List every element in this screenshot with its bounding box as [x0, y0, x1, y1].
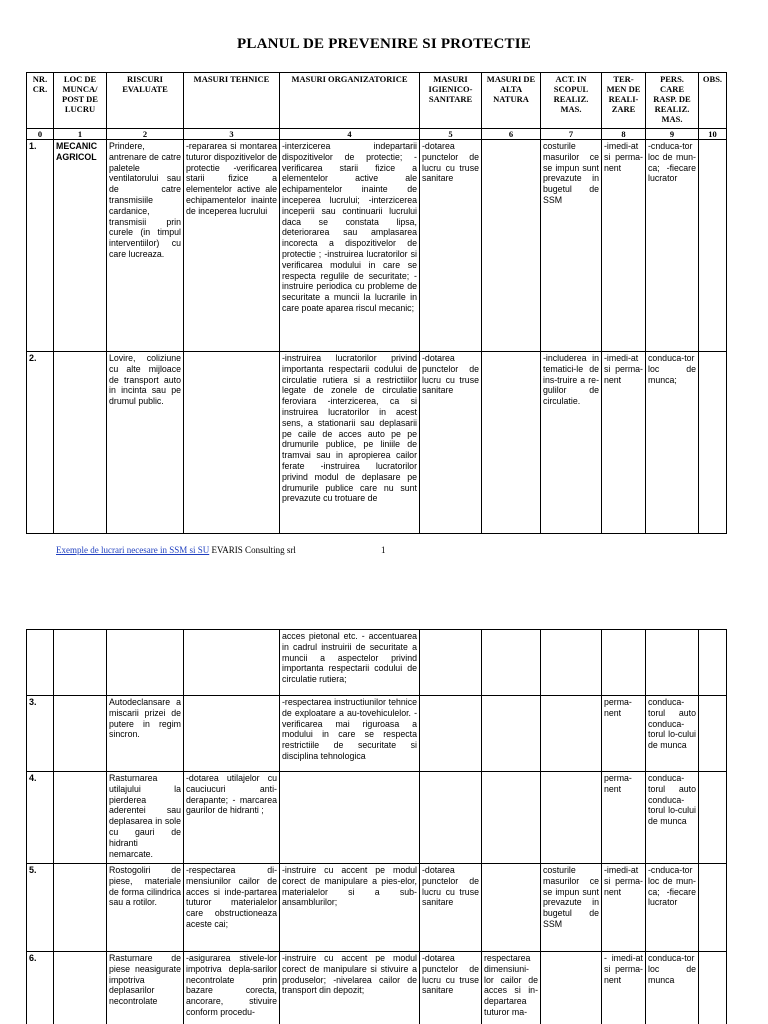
- row-pers: conduca-torul auto conduca-torul lo-cului de munca: [646, 696, 699, 772]
- header-nr: NR. CR.: [27, 73, 54, 129]
- column-number: 3: [184, 129, 280, 140]
- row-act: [541, 952, 602, 1024]
- header-alta: MASURI DE ALTA NATURA: [482, 73, 541, 129]
- row-igienico: [420, 772, 482, 864]
- row-alta: [482, 140, 541, 352]
- document-title: PLANUL DE PREVENIRE SI PROTECTIE: [237, 36, 531, 52]
- row-riscuri: Lovire, coliziune cu alte mijloace de transport auto in incinta sau pe drumul public.: [107, 352, 184, 534]
- row-alta: [482, 696, 541, 772]
- header-termen: TER-MEN DE REALI-ZARE: [602, 73, 646, 129]
- row-tehnice: -asigurarea stivele-lor impotriva depla-sarilor necontrolate prin bazare corecta, ancorare, stivuire conform procedu-: [184, 952, 280, 1024]
- row-pers: conduca-tor loc de munca;: [646, 352, 699, 534]
- row-tehnice: -dotarea utilajelor cu cauciucuri anti-derapante; - marcarea gaurilor de hidranti ;: [184, 772, 280, 864]
- column-number: 5: [420, 129, 482, 140]
- column-number: 9: [646, 129, 699, 140]
- header-obs: OBS.: [699, 73, 727, 129]
- row-act: [541, 630, 602, 696]
- row-riscuri: Rasturnarea utilajului la pierderea aderentei sau deplasarea in sole cu gauri de hidranti nemarcate.: [107, 772, 184, 864]
- row-loc: [54, 772, 107, 864]
- page-number: 1: [381, 545, 386, 555]
- footer-link[interactable]: Exemple de lucrari necesare in SSM si SU: [56, 545, 210, 555]
- row-alta: [482, 630, 541, 696]
- column-number: 8: [602, 129, 646, 140]
- row-loc: [54, 630, 107, 696]
- row-act: [541, 696, 602, 772]
- row-organizatorice: acces pietonal etc. - accentuarea in cadrul instruirii de securitate a muncii a aspectelor privind importanta respectarii codului de circulatie rutiera;: [280, 630, 420, 696]
- row-organizatorice: -instruire cu accent pe modul corect de manipulare si stivuire a produselor; -nivelarea cailor de transport din depozit;: [280, 952, 420, 1024]
- row-organizatorice: -respectarea instructiunilor tehnice de exploatare a au-tovehiculelor. -verificarea mai riguroasa a modului in care se respecta restrictiile de securitate si disciplina tehnologica: [280, 696, 420, 772]
- row-obs: [699, 696, 727, 772]
- row-act: -includerea in tematici-le de ins-truire a re-gulilor de circulatie.: [541, 352, 602, 534]
- row-termen: [602, 630, 646, 696]
- row-loc: [54, 952, 107, 1024]
- row-pers: conduca-torul auto conduca-torul lo-cului de munca: [646, 772, 699, 864]
- row-nr: 6.: [27, 952, 54, 1024]
- row-organizatorice: -interzicerea indepartarii dispozitivelor de protectie; -verificarea starii fizice a elementelor active ale echipamentelor inainte de inceperea lucrului; -interzicerea inceperii sau continuarii lucrului daca se constata lipsa, deteriorarea sau amplasarea incorecta a dispozitivelor de protectie ; -instruirea lucratorilor si verificarea modului in care se respecta regulile de securitate; -instruire periodica cu probleme de securitate a muncii la lucrarile in care poate aparea riscul mecanic;: [280, 140, 420, 352]
- row-alta: [482, 352, 541, 534]
- row-alta: [482, 772, 541, 864]
- header-act: ACT. IN SCOPUL REALIZ. MAS.: [541, 73, 602, 129]
- header-loc: LOC DE MUNCA/ POST DE LUCRU: [54, 73, 107, 129]
- row-obs: [699, 952, 727, 1024]
- header-igienico: MASURI IGIENICO-SANITARE: [420, 73, 482, 129]
- table-row: [27, 772, 727, 864]
- row-tehnice: [184, 696, 280, 772]
- page-footer: [56, 545, 296, 555]
- column-number: 2: [107, 129, 184, 140]
- row-riscuri: [107, 630, 184, 696]
- row-pers: -cnduca-tor loc de mun-ca; -fiecare lucrator: [646, 864, 699, 952]
- row-pers: [646, 630, 699, 696]
- row-riscuri: Prindere, antrenare de catre paletele ventilatorului sau de catre transmisiile cardanice, transmisii prin curele (in timpul interventiilor) cu care lucreaza.: [107, 140, 184, 352]
- row-act: [541, 772, 602, 864]
- row-riscuri: Rostogoliri de piese, materiale de forma cilindrica sau a rotilor.: [107, 864, 184, 952]
- row-riscuri: Rasturnare de piese neasigurate impotriva deplasarilor necontrolate: [107, 952, 184, 1024]
- column-number: 4: [280, 129, 420, 140]
- row-nr: [27, 630, 54, 696]
- row-tehnice: [184, 352, 280, 534]
- table-row: [27, 952, 727, 1024]
- row-termen: perma-nent: [602, 772, 646, 864]
- row-obs: [699, 630, 727, 696]
- row-obs: [699, 140, 727, 352]
- header-row: [27, 73, 727, 129]
- row-igienico: -dotarea punctelor de lucru cu truse sanitare: [420, 140, 482, 352]
- table-row: [27, 864, 727, 952]
- table-row: [27, 696, 727, 772]
- row-termen: perma-nent: [602, 696, 646, 772]
- row-nr: 4.: [27, 772, 54, 864]
- header-riscuri: RISCURI EVALUATE: [107, 73, 184, 129]
- column-number-row: [27, 129, 727, 140]
- row-loc: MECANIC AGRICOL: [54, 140, 107, 352]
- row-organizatorice: -instruire cu accent pe modul corect de manipulare a pies-elor, materialelor si a sub-ansamblurilor;: [280, 864, 420, 952]
- row-loc: [54, 696, 107, 772]
- column-number: 6: [482, 129, 541, 140]
- prevention-plan-table-page2: [26, 629, 727, 1024]
- row-igienico: -dotarea punctelor de lucru cu truse sanitare: [420, 352, 482, 534]
- table-row: [27, 140, 727, 352]
- row-organizatorice: -instruirea lucratorilor privind importanta respectarii codului de circulatie rutiera si a restrictiilor legate de zonele de circulatie feroviara -interzicerea, ca si instruirea lucratorilor in acest sens, a stationarii sau deplasarii pe caile de acces auto pe pe drumurile publice, pe liniile de tramvai sau in apropierea cailor ferate -instruirea lucratorilor privind modul de deplasare pe drumurile publice care nu sunt prevazute cu trotuare de: [280, 352, 420, 534]
- row-tehnice: -respectarea di-mensiunilor cailor de acces si inde-partarea tuturor materialelor care obstructioneaza aceste cai;: [184, 864, 280, 952]
- column-number: 7: [541, 129, 602, 140]
- row-tehnice: [184, 630, 280, 696]
- row-tehnice: -repararea si montarea tuturor dispozitivelor de protectie -verificarea starii fizice a elementelor active ale echipamentelor inainte de inceperea lucrului: [184, 140, 280, 352]
- row-igienico: -dotarea punctelor de lucru cu truse sanitare: [420, 952, 482, 1024]
- column-number: 10: [699, 129, 727, 140]
- row-act: costurile masurilor ce se impun sunt prevazute in bugetul de SSM: [541, 140, 602, 352]
- table-row: [27, 630, 727, 696]
- row-alta: respectarea dimensiuni-lor cailor de acces si in-departarea tuturor ma-: [482, 952, 541, 1024]
- row-nr: 1.: [27, 140, 54, 352]
- row-loc: [54, 864, 107, 952]
- row-pers: conduca-tor loc de munca: [646, 952, 699, 1024]
- row-termen: -imedi-at si perma-nent: [602, 140, 646, 352]
- row-nr: 5.: [27, 864, 54, 952]
- row-obs: [699, 352, 727, 534]
- header-pers: PERS. CARE RASP. DE REALIZ. MAS.: [646, 73, 699, 129]
- header-organizatorice: MASURI ORGANIZATORICE: [280, 73, 420, 129]
- prevention-plan-table-page1: [26, 72, 727, 534]
- row-act: costurile masurilor ce se impun sunt prevazute in bugetul de SSM: [541, 864, 602, 952]
- row-organizatorice: [280, 772, 420, 864]
- table-row: [27, 352, 727, 534]
- row-nr: 3.: [27, 696, 54, 772]
- row-obs: [699, 864, 727, 952]
- footer-company: EVARIS Consulting srl: [209, 545, 296, 555]
- row-igienico: -dotarea punctelor de lucru cu truse sanitare: [420, 864, 482, 952]
- row-termen: - imedi-at si perma-nent: [602, 952, 646, 1024]
- column-number: 1: [54, 129, 107, 140]
- row-termen: -imedi-at si perma-nent: [602, 352, 646, 534]
- row-pers: -cnduca-tor loc de mun-ca; -fiecare lucrator: [646, 140, 699, 352]
- row-igienico: [420, 696, 482, 772]
- row-alta: [482, 864, 541, 952]
- row-riscuri: Autodeclansare a miscarii prizei de putere in regim sincron.: [107, 696, 184, 772]
- row-obs: [699, 772, 727, 864]
- column-number: 0: [27, 129, 54, 140]
- row-igienico: [420, 630, 482, 696]
- row-termen: -imedi-at si perma-nent: [602, 864, 646, 952]
- header-tehnice: MASURI TEHNICE: [184, 73, 280, 129]
- row-nr: 2.: [27, 352, 54, 534]
- row-loc: [54, 352, 107, 534]
